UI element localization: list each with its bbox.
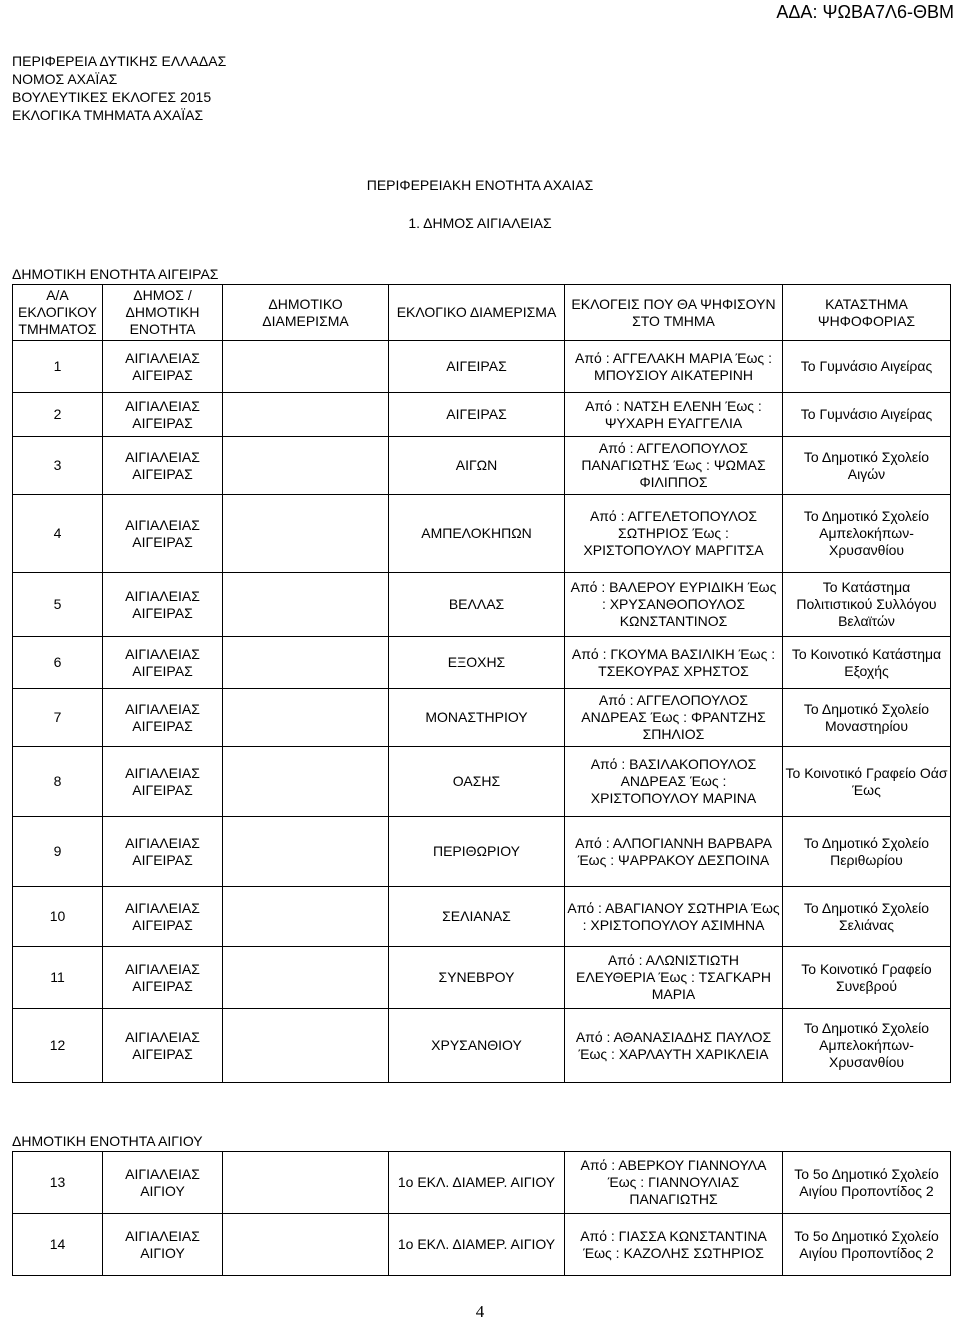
section-number: 5 [13,573,103,637]
table-row [13,1214,951,1276]
municipal-district [223,573,389,637]
table-header-row [13,285,951,341]
polling-station: Το Δημοτικό Σχολείο Αιγών [783,437,951,495]
section-number: 7 [13,689,103,747]
electoral-district: ΧΡΥΣΑΝΘΙΟΥ [389,1009,565,1083]
municipality-unit: ΑΙΓΙΑΛΕΙΑΣ ΑΙΓΕΙΡΑΣ [103,495,223,573]
polling-station: Το Δημοτικό Σχολείο Μοναστηρίου [783,689,951,747]
table-row [13,1152,951,1214]
section-title-aigeira: ΔΗΜΟΤΙΚΗ ΕΝΟΤΗΤΑ ΑΙΓΕΙΡΑΣ [12,266,219,282]
table-row [13,393,951,437]
municipal-district [223,887,389,947]
table-row [13,341,951,393]
table-row [13,637,951,689]
electoral-district: ΑΙΓΩΝ [389,437,565,495]
electoral-district: 1ο ΕΚΛ. ΔΙΑΜΕΡ. ΑΙΓΙΟΥ [389,1152,565,1214]
column-header: Α/Α ΕΚΛΟΓΙΚΟΥ ΤΜΗΜΑΤΟΣ [13,285,103,341]
voters-range: Από : ΑΒΑΓΙΑΝΟΥ ΣΩΤΗΡΙΑ Έως : ΧΡΙΣΤΟΠΟΥΛΟΥ ΑΣΙΜΗΝΑ [565,887,783,947]
table-row [13,947,951,1009]
voters-range: Από : ΑΓΓΕΛΑΚΗ ΜΑΡΙΑ Έως : ΜΠΟΥΣΙΟΥ ΑΙΚΑΤΕΡΙΝΗ [565,341,783,393]
document-header [12,52,226,124]
electoral-district: ΠΕΡΙΘΩΡΙΟΥ [389,817,565,887]
section-number: 6 [13,637,103,689]
electoral-district: ΣΥΝΕΒΡΟΥ [389,947,565,1009]
voters-range: Από : ΒΑΣΙΛΑΚΟΠΟΥΛΟΣ ΑΝΔΡΕΑΣ Έως : ΧΡΙΣΤΟΠΟΥΛΟΥ ΜΑΡΙΝΑ [565,747,783,817]
page-number: 4 [475,1302,485,1321]
voters-range: Από : ΒΑΛΕΡΟΥ ΕΥΡΙΔΙΚΗ Έως : ΧΡΥΣΑΝΘΟΠΟΥΛΟΣ ΚΩΝΣΤΑΝΤΙΝΟΣ [565,573,783,637]
table-row [13,887,951,947]
municipality-unit: ΑΙΓΙΑΛΕΙΑΣ ΑΙΓΕΙΡΑΣ [103,573,223,637]
section-number: 10 [13,887,103,947]
table-row [13,817,951,887]
table-row [13,689,951,747]
polling-station: Το Δημοτικό Σχολείο Αμπελοκήπων-Χρυσανθίου [783,495,951,573]
polling-station: Το Κοινοτικό Γραφείο Συνεβρού [783,947,951,1009]
voters-range: Από : ΑΛΩΝΙΣΤΙΩΤΗ ΕΛΕΥΘΕΡΙΑ Έως : ΤΣΑΓΚΑΡΗ ΜΑΡΙΑ [565,947,783,1009]
municipality-unit: ΑΙΓΙΑΛΕΙΑΣ ΑΙΓΕΙΡΑΣ [103,437,223,495]
regional-unit-title: ΠΕΡΙΦΕΡΕΙΑΚΗ ΕΝΟΤΗΤΑ ΑΧΑΙΑΣ [366,177,594,193]
municipality-unit: ΑΙΓΙΑΛΕΙΑΣ ΑΙΓΕΙΡΑΣ [103,341,223,393]
voters-range: Από : ΑΓΓΕΛΕΤΟΠΟΥΛΟΣ ΣΩΤΗΡΙΟΣ Έως : ΧΡΙΣΤΟΠΟΥΛΟΥ ΜΑΡΓΙΤΣΑ [565,495,783,573]
polling-station: Το 5ο Δημοτικό Σχολείο Αιγίου Προποντίδος 2 [783,1152,951,1214]
table-row [13,1009,951,1083]
municipality-unit: ΑΙΓΙΑΛΕΙΑΣ ΑΙΓΕΙΡΑΣ [103,947,223,1009]
column-header: ΔΗΜΟΤΙΚΟ ΔΙΑΜΕΡΙΣΜΑ [223,285,389,341]
electoral-district: ΑΙΓΕΙΡΑΣ [389,393,565,437]
section-number: 3 [13,437,103,495]
section-number: 1 [13,341,103,393]
municipal-district [223,341,389,393]
column-header: ΚΑΤΑΣΤΗΜΑ ΨΗΦΟΦΟΡΙΑΣ [783,285,951,341]
municipality-unit: ΑΙΓΙΑΛΕΙΑΣ ΑΙΓΕΙΡΑΣ [103,393,223,437]
polling-station: Το Κοινοτικό Γραφείο Οάσ Έως [783,747,951,817]
table-row [13,495,951,573]
voters-range: Από : ΑΘΑΝΑΣΙΑΔΗΣ ΠΑΥΛΟΣ Έως : ΧΑΡΛΑΥΤΗ ΧΑΡΙΚΛΕΙΑ [565,1009,783,1083]
section-number: 11 [13,947,103,1009]
polling-table-aigeira [12,284,951,1083]
section-number: 14 [13,1214,103,1276]
ada-code: ΑΔΑ: ΨΩΒΑ7Λ6-ΘΒΜ [776,2,954,22]
municipal-district [223,495,389,573]
municipal-district [223,1214,389,1276]
polling-station: Το Κατάστημα Πολιτιστικού Συλλόγου Βελαϊτών [783,573,951,637]
municipality-unit: ΑΙΓΙΑΛΕΙΑΣ ΑΙΓΕΙΡΑΣ [103,689,223,747]
table-row [13,573,951,637]
table-row [13,437,951,495]
municipality-unit: ΑΙΓΙΑΛΕΙΑΣ ΑΙΓΕΙΡΑΣ [103,887,223,947]
municipal-district [223,947,389,1009]
electoral-district: ΜΟΝΑΣΤΗΡΙΟΥ [389,689,565,747]
polling-station: Το Δημοτικό Σχολείο Περιθωρίου [783,817,951,887]
section-number: 12 [13,1009,103,1083]
header-line: ΝΟΜΟΣ ΑΧΑΪΑΣ [12,71,118,87]
municipal-district [223,437,389,495]
header-line: ΒΟΥΛΕΥΤΙΚΕΣ ΕΚΛΟΓΕΣ 2015 [12,89,212,105]
table-row [13,747,951,817]
voters-range: Από : ΓΙΑΣΣΑ ΚΩΝΣΤΑΝΤΙΝΑ Έως : ΚΑΖΟΛΗΣ ΣΩΤΗΡΙΟΣ [565,1214,783,1276]
polling-station: Το Γυμνάσιο Αιγείρας [783,393,951,437]
column-header: ΔΗΜΟΣ / ΔΗΜΟΤΙΚΗ ΕΝΟΤΗΤΑ [103,285,223,341]
section-title-aigio: ΔΗΜΟΤΙΚΗ ΕΝΟΤΗΤΑ ΑΙΓΙΟΥ [12,1133,203,1149]
voters-range: Από : ΑΒΕΡΚΟΥ ΓΙΑΝΝΟΥΛΑ Έως : ΓΙΑΝΝΟΥΛΙΑΣ ΠΑΝΑΓΙΩΤΗΣ [565,1152,783,1214]
municipal-district [223,689,389,747]
municipality-unit: ΑΙΓΙΑΛΕΙΑΣ ΑΙΓΕΙΡΑΣ [103,1009,223,1083]
header-line: ΕΚΛΟΓΙΚΑ ΤΜΗΜΑΤΑ ΑΧΑΪΑΣ [12,107,204,123]
municipality-unit: ΑΙΓΙΑΛΕΙΑΣ ΑΙΓΙΟΥ [103,1214,223,1276]
municipality-unit: ΑΙΓΙΑΛΕΙΑΣ ΑΙΓΕΙΡΑΣ [103,637,223,689]
municipal-district [223,747,389,817]
column-header: ΕΚΛΟΓΕΙΣ ΠΟΥ ΘΑ ΨΗΦΙΣΟΥΝ ΣΤΟ ΤΜΗΜΑ [565,285,783,341]
electoral-district: ΣΕΛΙΑΝΑΣ [389,887,565,947]
section-number: 8 [13,747,103,817]
municipality-unit: ΑΙΓΙΑΛΕΙΑΣ ΑΙΓΕΙΡΑΣ [103,817,223,887]
voters-range: Από : ΑΛΠΟΓΙΑΝΝΗ ΒΑΡΒΑΡΑ Έως : ΨΑΡΡΑΚΟΥ ΔΕΣΠΟΙΝΑ [565,817,783,887]
section-number: 9 [13,817,103,887]
polling-station: Το Κοινοτικό Κατάστημα Εξοχής [783,637,951,689]
electoral-district: ΒΕΛΛΑΣ [389,573,565,637]
municipality-title: 1. ΔΗΜΟΣ ΑΙΓΙΑΛΕΙΑΣ [408,215,552,231]
municipal-district [223,1009,389,1083]
municipality-unit: ΑΙΓΙΑΛΕΙΑΣ ΑΙΓΕΙΡΑΣ [103,747,223,817]
voters-range: Από : ΝΑΤΣΗ ΕΛΕΝΗ Έως : ΨΥΧΑΡΗ ΕΥΑΓΓΕΛΙΑ [565,393,783,437]
electoral-district: ΟΑΣΗΣ [389,747,565,817]
municipal-district [223,817,389,887]
voters-range: Από : ΑΓΓΕΛΟΠΟΥΛΟΣ ΠΑΝΑΓΙΩΤΗΣ Έως : ΨΩΜΑΣ ΦΙΛΙΠΠΟΣ [565,437,783,495]
electoral-district: ΑΙΓΕΙΡΑΣ [389,341,565,393]
municipal-district [223,637,389,689]
municipal-district [223,1152,389,1214]
header-line: ΠΕΡΙΦΕΡΕΙΑ ΔΥΤΙΚΗΣ ΕΛΛΑΔΑΣ [12,53,227,69]
voters-range: Από : ΑΓΓΕΛΟΠΟΥΛΟΣ ΑΝΔΡΕΑΣ Έως : ΦΡΑΝΤΖΗΣ ΣΠΗΛΙΟΣ [565,689,783,747]
electoral-district: ΕΞΟΧΗΣ [389,637,565,689]
electoral-district: 1ο ΕΚΛ. ΔΙΑΜΕΡ. ΑΙΓΙΟΥ [389,1214,565,1276]
section-number: 13 [13,1152,103,1214]
polling-station: Το Δημοτικό Σχολείο Σελιάνας [783,887,951,947]
municipal-district [223,393,389,437]
electoral-district: ΑΜΠΕΛΟΚΗΠΩΝ [389,495,565,573]
polling-station: Το 5ο Δημοτικό Σχολείο Αιγίου Προποντίδος 2 [783,1214,951,1276]
section-number: 2 [13,393,103,437]
section-number: 4 [13,495,103,573]
polling-station: Το Δημοτικό Σχολείο Αμπελοκήπων-Χρυσανθίου [783,1009,951,1083]
polling-station: Το Γυμνάσιο Αιγείρας [783,341,951,393]
municipality-unit: ΑΙΓΙΑΛΕΙΑΣ ΑΙΓΙΟΥ [103,1152,223,1214]
polling-table-aigio [12,1151,951,1276]
column-header: ΕΚΛΟΓΙΚΟ ΔΙΑΜΕΡΙΣΜΑ [389,285,565,341]
voters-range: Από : ΓΚΟΥΜΑ ΒΑΣΙΛΙΚΗ Έως : ΤΣΕΚΟΥΡΑΣ ΧΡΗΣΤΟΣ [565,637,783,689]
